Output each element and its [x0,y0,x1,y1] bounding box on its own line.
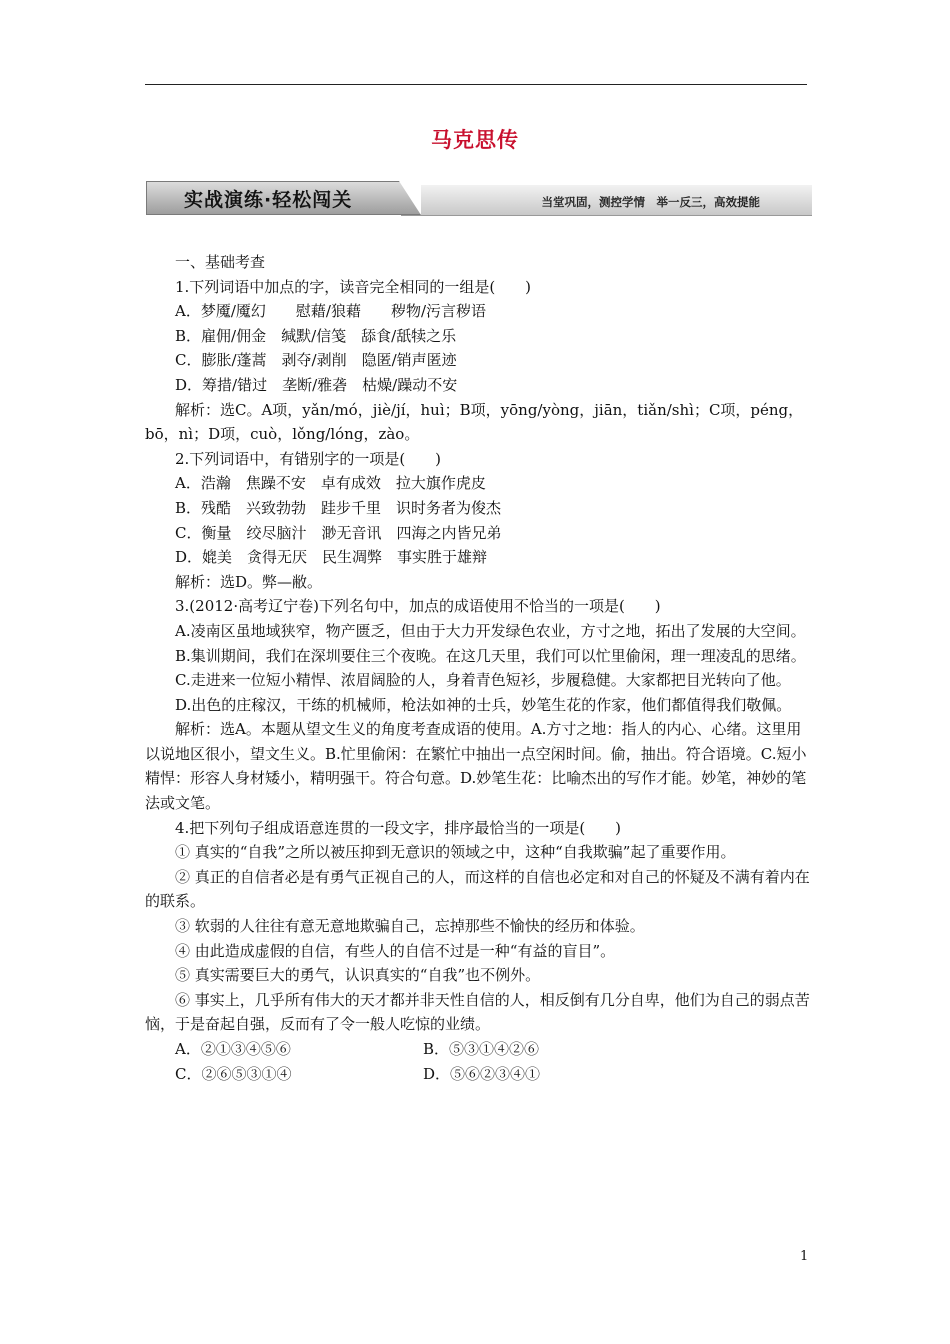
question-4-options-row-1 [145,1037,811,1062]
question-2-option-c: C．衡量 绞尽脑汁 渺无音讯 四海之内皆兄弟 [175,523,502,542]
question-3-option-d: D.出色的庄稼汉，干练的机械师，枪法如神的士兵，妙笔生花的作家，他们都值得我们敬佩。 [175,695,792,714]
question-1-stem: 1.下列词语中加点的字，读音完全相同的一组是( ) [175,277,532,296]
question-3-stem: 3.(2012·高考辽宁卷)下列名句中，加点的成语使用不恰当的一项是( ) [175,597,661,616]
question-2-analysis: 解析：选D。弊—敝。 [175,572,323,591]
question-4-sentence-1: ① 真实的“自我”之所以被压抑到无意识的领域之中，这种“自我欺骗”起了重要作用。 [175,843,736,862]
question-4-sentence-3: ③ 软弱的人往往有意无意地欺骗自己，忘掉那些不愉快的经历和体验。 [175,917,645,936]
question-4-option-c: C．②⑥⑤③①④ [175,1064,292,1083]
question-3-option-a: A.凌南区虽地域狭窄，物产匮乏，但由于大力开发绿色农业，方寸之地，拓出了发展的大空间。 [175,621,806,640]
question-4-sentence-4: ④ 由此造成虚假的自信，有些人的自信不过是一种“有益的盲目”。 [175,941,616,960]
question-1-analysis: 解析：选C。A项，yǎn/mó，jiè/jí，huì；B项，yōng/yòng，jiān，tiǎn/shì；C项，péng，bō，nì；D项，cuò，lǒng/lóng，zào。 [145,400,804,444]
question-4-options-row-2 [145,1062,811,1087]
question-4-option-b: B．⑤③①④②⑥ [423,1040,540,1058]
page-title: 马克思传 [431,128,519,152]
question-1-option-d: D．筹措/错过 垄断/雅砻 枯燥/躁动不安 [175,375,458,394]
question-3-analysis: 解析：选A。本题从望文生义的角度考查成语的使用。A.方寸之地：指人的内心、心绪。这里用以说地区很小，望文生义。B.忙里偷闲：在繁忙中抽出一点空闲时间。偷，抽出。符合语境。C.短小精悍：形容人身材矮小，精明强干。符合句意。D.妙笔生花：比喻杰出的写作才能。妙笔，神妙的笔法或文笔。 [145,720,807,813]
section-banner [146,181,812,215]
question-1-option-a: A．梦魇/魇幻 慰藉/狼藉 秽物/污言秽语 [175,302,486,321]
banner-subtitle-bar [401,185,812,216]
header-rule [145,84,807,85]
question-2-stem: 2.下列词语中，有错别字的一项是( ) [175,449,442,468]
question-4-option-d: D．⑤⑥②③④① [423,1064,541,1083]
question-3-option-b: B.集训期间，我们在深圳要住三个夜晚。在这几天里，我们可以忙里偷闲，理一理凌乱的思绪。 [175,646,806,665]
banner-notch [399,181,421,215]
question-2-option-a: A．浩瀚 焦躁不安 卓有成效 拉大旗作虎皮 [175,474,486,493]
banner-subtitle: 当堂巩固，测控学情 举一反三，高效提能 [541,195,760,209]
banner-title: 实战演练·轻松闯关 [184,189,353,211]
question-1-option-b: B．雇佣/佣金 缄默/信笺 舔食/舐犊之乐 [175,326,457,345]
question-4-sentence-5: ⑤ 真实需要巨大的勇气，认识真实的“自我”也不例外。 [175,966,541,985]
question-2-option-b: B．残酷 兴致勃勃 跬步千里 识时务者为俊杰 [175,498,502,517]
exercise-content [145,250,811,1086]
question-3-option-c: C.走进来一位短小精悍、浓眉阔脸的人，身着青色短衫，步履稳健。大家都把目光转向了他。 [175,671,791,690]
section-heading: 一、基础考查 [175,253,266,271]
question-4-sentence-6: ⑥ 事实上，几乎所有伟大的天才都并非天性自信的人，相反倒有几分自卑，他们为自己的弱点苦恼，于是奋起自强，反而有了令一般人吃惊的业绩。 [145,990,810,1034]
question-4-option-a: A．②①③④⑤⑥ [175,1040,291,1058]
page-number: 1 [800,1249,809,1264]
question-4-stem: 4.把下列句子组成语意连贯的一段文字，排序最恰当的一项是( ) [175,818,622,837]
question-2-option-d: D．媲美 贪得无厌 民生凋弊 事实胜于雄辩 [175,548,488,567]
question-1-option-c: C．膨胀/蓬蒿 剥夺/剥削 隐匿/销声匿迹 [175,351,457,370]
question-4-sentence-2: ② 真正的自信者必是有勇气正视自己的人，而这样的自信也必定和对自己的怀疑及不满有着内在的联系。 [145,867,810,911]
